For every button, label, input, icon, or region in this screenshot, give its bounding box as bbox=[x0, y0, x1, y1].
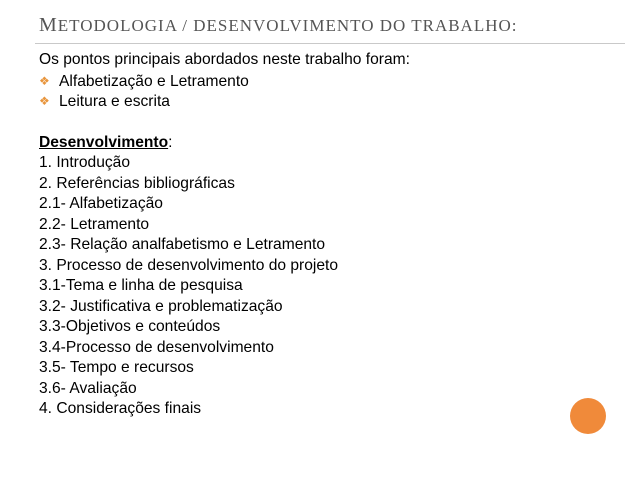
list-item: 2.3- Relação analfabetismo e Letramento bbox=[39, 236, 326, 253]
list-item: 1. Introdução bbox=[39, 154, 131, 171]
section-heading bbox=[39, 133, 599, 154]
title-first-letter: M bbox=[39, 14, 58, 36]
list-item: 2.2- Letramento bbox=[39, 215, 150, 233]
list-item: 3. Processo de desenvolvimento do projeto bbox=[39, 256, 339, 274]
list-item: 3.5- Tempo e recursos bbox=[39, 359, 194, 376]
slide-title bbox=[39, 14, 518, 37]
title-divider bbox=[35, 43, 625, 44]
list-item: 3.4-Processo de desenvolvimento bbox=[39, 338, 274, 356]
list-item: 3.2- Justificativa e problematização bbox=[39, 297, 283, 315]
diamond-bullet-icon: ❖ bbox=[39, 73, 50, 88]
list-item: 2. Referências bibliográficas bbox=[39, 174, 235, 192]
heading-suffix: : bbox=[168, 133, 173, 151]
bullet-text: Leitura e escrita bbox=[59, 93, 170, 110]
bullet-item bbox=[39, 71, 599, 92]
slide-body bbox=[39, 50, 599, 420]
title-rest: ETODOLOGIA / DESENVOLVIMENTO DO TRABALHO: bbox=[57, 16, 518, 35]
list-item: 3.6- Avaliação bbox=[39, 379, 137, 397]
intro-text: Os pontos principais abordados neste trabalho foram: bbox=[39, 51, 410, 68]
blank-line bbox=[39, 112, 599, 133]
orange-circle-icon bbox=[570, 398, 606, 434]
diamond-bullet-icon: ❖ bbox=[39, 94, 50, 108]
list-item: 3.1-Tema e linha de pesquisa bbox=[39, 277, 243, 294]
list-item: 4. Considerações finais bbox=[39, 400, 202, 417]
list-item: 2.1- Alfabetização bbox=[39, 195, 163, 212]
heading-text: Desenvolvimento bbox=[39, 133, 169, 151]
bullet-item bbox=[39, 91, 599, 112]
list-item: 3.3-Objetivos e conteúdos bbox=[39, 318, 221, 335]
bullet-text: Alfabetização e Letramento bbox=[59, 72, 249, 90]
